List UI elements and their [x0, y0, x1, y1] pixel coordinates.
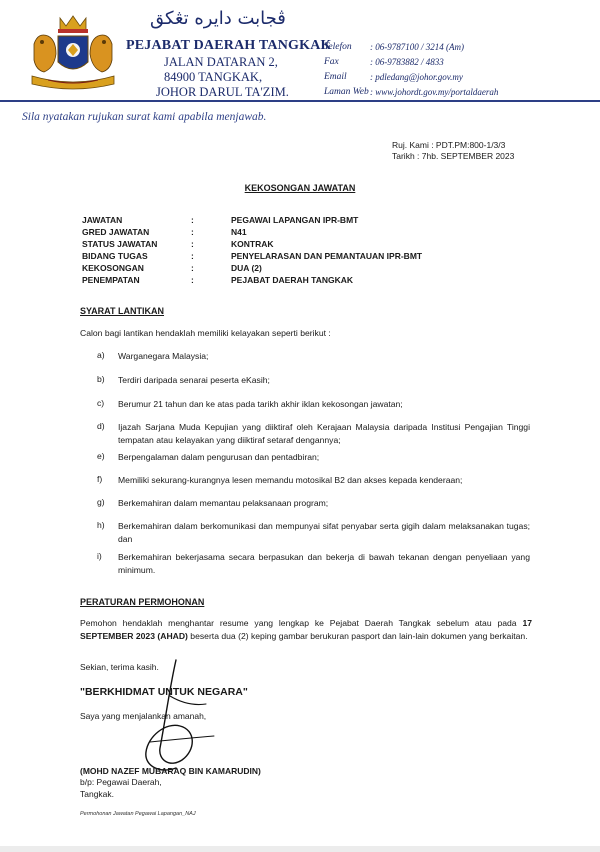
list-item: Berkemahiran bekerjasama secara berpasukan dan bekerja di bawah tekanan dengan penyeliaan yang minimum.: [118, 552, 530, 575]
list-item: Ijazah Sarjana Muda Kepujian yang diiktiraf oleh Kerajaan Malaysia daripada Institusi Pengajian Tinggi tempatan atau kelayakan yang diiktiraf setaraf dengannya;: [118, 422, 530, 445]
list-item: Berkemahiran dalam memantau pelaksanaan program;: [118, 498, 329, 508]
closing-motto: "BERKHIDMAT UNTUK NEGARA": [80, 686, 248, 698]
detail-label: BIDANG TUGAS: [82, 251, 148, 261]
address-line-1: JALAN DATARAN 2,: [164, 55, 278, 69]
contact-value-fax: : 06-9783882 / 4833: [370, 57, 444, 67]
detail-colon: :: [191, 275, 194, 285]
detail-colon: :: [191, 251, 194, 261]
reference-number: Ruj. Kami : PDT.PM:800-1/3/3: [392, 140, 506, 150]
page-bottom-edge: [0, 846, 600, 852]
office-name: PEJABAT DAERAH TANGKAK: [126, 38, 332, 53]
detail-value: PEGAWAI LAPANGAN IPR-BMT: [231, 215, 359, 225]
list-item-marker: g): [97, 497, 105, 507]
section-heading-syarat: SYARAT LANTIKAN: [80, 306, 165, 316]
detail-value: KONTRAK: [231, 239, 274, 249]
application-deadline: 17 SEPTEMBER 2023 (AHAD): [80, 618, 532, 641]
section-heading-peraturan: PERATURAN PERMOHONAN: [80, 597, 205, 607]
contact-label-email: Email: [324, 72, 347, 82]
detail-label: JAWATAN: [82, 215, 123, 225]
list-item-marker: b): [97, 374, 105, 384]
contact-value-email: : pdledang@johor.gov.my: [370, 72, 463, 82]
detail-colon: :: [191, 239, 194, 249]
list-item: Memiliki sekurang-kurangnya lesen memandu motosikal B2 dan akses kepada kenderaan;: [118, 475, 463, 485]
address-line-3: JOHOR DARUL TA'ZIM.: [156, 85, 289, 99]
list-item-marker: f): [97, 474, 103, 484]
contact-label-telefon: Telefon: [324, 42, 352, 52]
detail-colon: :: [191, 215, 194, 225]
detail-colon: :: [191, 263, 194, 273]
list-item: Berumur 21 tahun dan ke atas pada tarikh akhir iklan kekosongan jawatan;: [118, 399, 403, 409]
list-item-marker: h): [97, 520, 105, 530]
document-footer: Permohonan Jawatan Pegawai Lapangan_NAJ: [80, 811, 196, 817]
list-item: Warganegara Malaysia;: [118, 351, 209, 361]
signatory-place: Tangkak.: [80, 789, 115, 799]
contact-label-fax: Fax: [324, 57, 339, 67]
detail-value: PEJABAT DAERAH TANGKAK: [231, 275, 353, 285]
signatory-name: (MOHD NAZEF MUBARAQ BIN KAMARUDIN): [80, 766, 261, 776]
list-item-marker: d): [97, 421, 105, 431]
detail-label: GRED JAWATAN: [82, 227, 150, 237]
list-item-marker: c): [97, 398, 105, 408]
list-item: Berkemahiran dalam berkomunikasi dan mempunyai sifat penyabar serta gigih dalam melaksanakan tugas; dan: [118, 521, 530, 544]
contact-value-website: : www.johordt.gov.my/portaldaerah: [370, 87, 499, 97]
signatory-role: b/p: Pegawai Daerah,: [80, 777, 162, 787]
contact-label-website: Laman Web: [324, 87, 369, 97]
closing-thanks: Sekian, terima kasih.: [80, 662, 159, 672]
list-item-marker: i): [97, 551, 102, 561]
letter-date: Tarikh : 7hb. SEPTEMBER 2023: [392, 151, 515, 161]
closing-trust: Saya yang menjalankan amanah,: [80, 711, 207, 721]
detail-value: N41: [231, 227, 247, 237]
syarat-intro: Calon bagi lantikan hendaklah memiliki kelayakan seperti berikut :: [80, 328, 331, 338]
detail-value: DUA (2): [231, 263, 262, 273]
detail-colon: :: [191, 227, 194, 237]
reference-note: Sila nyatakan rujukan surat kami apabila menjawab.: [22, 111, 267, 123]
peraturan-text-pre: Pemohon hendaklah menghantar resume yang lengkap ke Pejabat Daerah Tangkak sebelum atau pada: [80, 618, 517, 628]
letter-title: KEKOSONGAN JAWATAN: [244, 183, 356, 193]
address-line-2: 84900 TANGKAK,: [164, 70, 263, 84]
list-item: Terdiri daripada senarai peserta eKasih;: [118, 375, 270, 385]
letterhead-divider: [0, 100, 600, 102]
peraturan-text: [80, 617, 532, 642]
johor-crest-logo: [28, 14, 118, 92]
detail-label: STATUS JAWATAN: [82, 239, 158, 249]
list-item-marker: a): [97, 350, 105, 360]
detail-value: PENYELARASAN DAN PEMANTAUAN IPR-BMT: [231, 251, 423, 261]
list-item: Berpengalaman dalam pengurusan dan pentadbiran;: [118, 452, 320, 462]
handwritten-signature: [130, 656, 220, 776]
peraturan-text-post: beserta dua (2) keping gambar berukuran pasport dan lain-lain dokumen yang berkaitan.: [187, 630, 528, 641]
office-name-jawi: ڤجابت دايره تڠكق: [150, 8, 286, 29]
detail-label: PENEMPATAN: [82, 275, 140, 285]
list-item-marker: e): [97, 451, 105, 461]
detail-label: KEKOSONGAN: [82, 263, 144, 273]
contact-value-telefon: : 06-9787100 / 3214 (Am): [370, 42, 464, 52]
